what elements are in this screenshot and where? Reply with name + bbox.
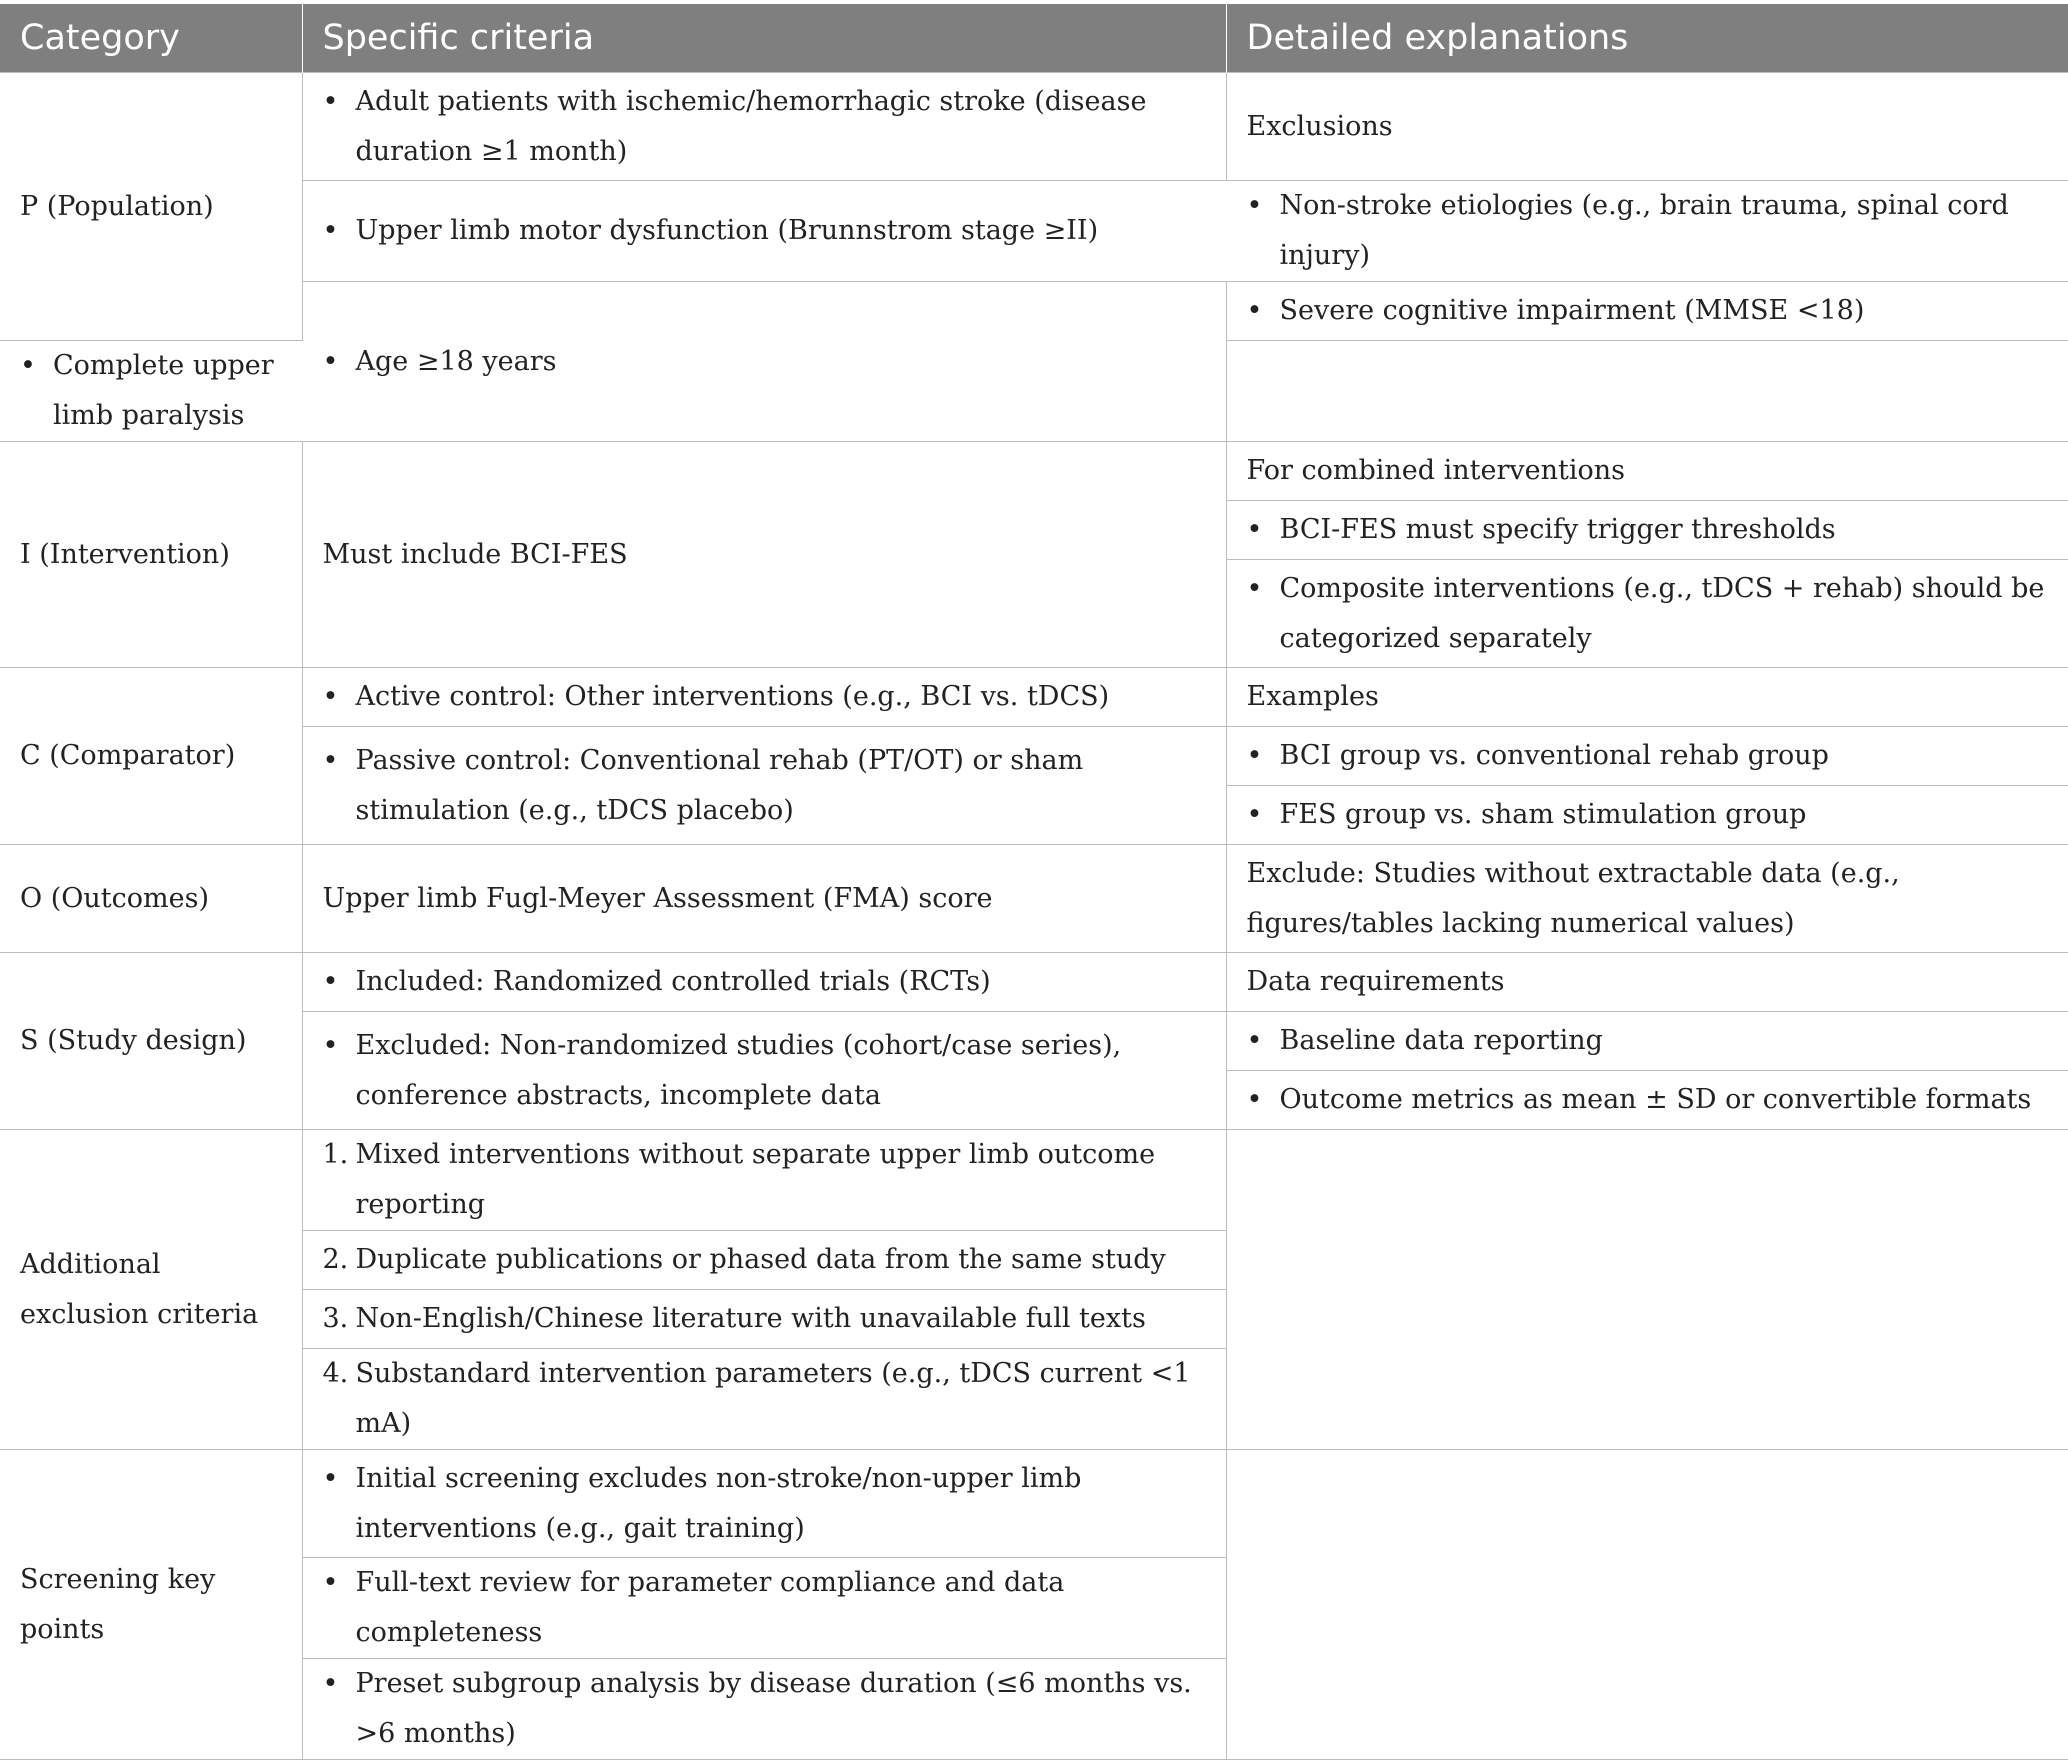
table-row <box>0 1012 2068 1071</box>
header-category: Category <box>0 4 302 73</box>
bullet-marker: • <box>322 85 339 117</box>
explanation-text: Outcome metrics as mean ± SD or convertible formats <box>1279 1084 2032 1115</box>
criteria-text: Substandard intervention parameters (e.g., tDCS current <1 mA) <box>355 1358 1191 1439</box>
bullet-marker: • <box>1246 514 1263 545</box>
table-row <box>0 727 2068 786</box>
row-label-comparator: C (Comparator) <box>0 668 302 845</box>
table-row <box>0 442 2068 501</box>
explanation-cell <box>1226 501 2068 560</box>
bullet-marker: • <box>1246 190 1263 221</box>
criteria-cell <box>302 1450 1226 1558</box>
criteria-table <box>0 4 2068 1760</box>
criteria-cell <box>302 953 1226 1012</box>
table-row <box>0 73 2068 181</box>
criteria-text: Passive control: Conventional rehab (PT/OT) or sham stimulation (e.g., tDCS placebo) <box>355 744 1084 826</box>
explanation-heading: Exclusions <box>1226 73 2068 181</box>
bullet-marker: • <box>322 1029 339 1061</box>
criteria-text: Age ≥18 years <box>355 345 557 377</box>
criteria-text: Upper limb motor dysfunction (Brunnstrom stage ≥II) <box>355 215 1099 246</box>
criteria-cell <box>302 727 1226 845</box>
criteria-cell: Upper limb Fugl-Meyer Assessment (FMA) score <box>302 845 1226 953</box>
criteria-cell <box>302 73 1226 181</box>
criteria-cell: Must include BCI-FES <box>302 442 1226 668</box>
empty-cell <box>1226 1450 2068 1760</box>
bullet-marker: • <box>322 1668 339 1699</box>
criteria-text: Included: Randomized controlled trials (RCTs) <box>355 966 991 997</box>
bullet-marker: • <box>322 215 339 246</box>
explanation-heading: Examples <box>1226 668 2068 727</box>
criteria-cell <box>302 1349 1226 1450</box>
row-label-outcomes: O (Outcomes) <box>0 845 302 953</box>
bullet-marker: • <box>1246 799 1263 830</box>
explanation-text: Non-stroke etiologies (e.g., brain trauma, spinal cord injury) <box>1279 190 2009 271</box>
criteria-text: Duplicate publications or phased data from the same study <box>355 1244 1166 1275</box>
criteria-cell <box>302 181 1226 282</box>
explanation-cell: Exclude: Studies without extractable data (e.g., figures/tables lacking numerical values) <box>1226 845 2068 953</box>
header-specific-criteria: Specific criteria <box>302 4 1226 73</box>
explanation-heading: Data requirements <box>1226 953 2068 1012</box>
explanation-text: Severe cognitive impairment (MMSE <18) <box>1279 295 1865 326</box>
criteria-text: Full-text review for parameter compliance and data completeness <box>355 1567 1065 1648</box>
bullet-marker: • <box>322 966 339 997</box>
criteria-text: Excluded: Non-randomized studies (cohort/case series), conference abstracts, incomplete data <box>355 1029 1122 1111</box>
criteria-cell <box>302 1231 1226 1290</box>
criteria-text: Mixed interventions without separate upper limb outcome reporting <box>355 1139 1156 1220</box>
table-row <box>0 282 2068 341</box>
row-label-screening: Screening key points <box>0 1450 302 1760</box>
explanation-heading: For combined interventions <box>1226 442 2068 501</box>
bullet-marker: • <box>1246 572 1263 604</box>
bullet-marker: • <box>322 345 339 377</box>
table-row <box>0 845 2068 953</box>
bullet-marker: • <box>322 1462 339 1494</box>
explanation-text: FES group vs. sham stimulation group <box>1279 799 1807 830</box>
empty-cell <box>1226 1130 2068 1450</box>
table-row <box>0 953 2068 1012</box>
bullet-marker: • <box>1246 295 1263 326</box>
explanation-text: BCI-FES must specify trigger thresholds <box>1279 514 1836 545</box>
explanation-cell <box>1226 1012 2068 1071</box>
explanation-cell <box>1226 727 2068 786</box>
header-detailed-explanations: Detailed explanations <box>1226 4 2068 73</box>
table-row <box>0 668 2068 727</box>
criteria-cell <box>302 1659 1226 1760</box>
bullet-marker: • <box>20 350 36 381</box>
explanation-text: Composite interventions (e.g., tDCS + rehab) should be categorized separately <box>1279 572 2045 654</box>
criteria-cell <box>302 282 1226 442</box>
criteria-text: Adult patients with ischemic/hemorrhagic stroke (disease duration ≥1 month) <box>355 85 1147 167</box>
table-row <box>0 1130 2068 1231</box>
explanation-cell <box>1226 1071 2068 1130</box>
row-label-study-design: S (Study design) <box>0 953 302 1130</box>
row-label-population: P (Population) <box>0 73 302 341</box>
number-marker: 3. <box>322 1303 349 1334</box>
bullet-marker: • <box>322 1567 339 1598</box>
explanation-cell <box>1226 282 2068 341</box>
explanation-text: BCI group vs. conventional rehab group <box>1279 740 1829 771</box>
criteria-text: Preset subgroup analysis by disease duration (≤6 months vs. >6 months) <box>355 1668 1192 1749</box>
criteria-cell <box>302 1558 1226 1659</box>
criteria-cell <box>302 668 1226 727</box>
bullet-marker: • <box>322 681 339 712</box>
criteria-cell <box>302 1130 1226 1231</box>
explanation-cell <box>0 341 302 442</box>
explanation-cell <box>1226 786 2068 845</box>
row-label-additional-exclusion: Additional exclusion criteria <box>0 1130 302 1450</box>
number-marker: 4. <box>322 1358 349 1389</box>
table-row <box>0 1450 2068 1558</box>
bullet-marker: • <box>1246 1025 1263 1056</box>
bullet-marker: • <box>322 744 339 776</box>
criteria-text: Non-English/Chinese literature with unavailable full texts <box>355 1303 1146 1334</box>
number-marker: 2. <box>322 1244 349 1275</box>
criteria-text: Initial screening excludes non-stroke/non-upper limb interventions (e.g., gait training) <box>355 1462 1082 1544</box>
explanation-text: Complete upper limb paralysis <box>53 350 274 431</box>
table-header-row <box>0 4 2068 73</box>
bullet-marker: • <box>1246 1084 1263 1115</box>
criteria-text: Active control: Other interventions (e.g., BCI vs. tDCS) <box>355 681 1110 712</box>
explanation-cell <box>1226 560 2068 668</box>
criteria-cell <box>302 1012 1226 1130</box>
explanation-text: Baseline data reporting <box>1279 1025 1603 1056</box>
number-marker: 1. <box>322 1139 349 1170</box>
row-label-intervention: I (Intervention) <box>0 442 302 668</box>
bullet-marker: • <box>1246 740 1263 771</box>
explanation-cell <box>1226 181 2068 282</box>
criteria-cell <box>302 1290 1226 1349</box>
